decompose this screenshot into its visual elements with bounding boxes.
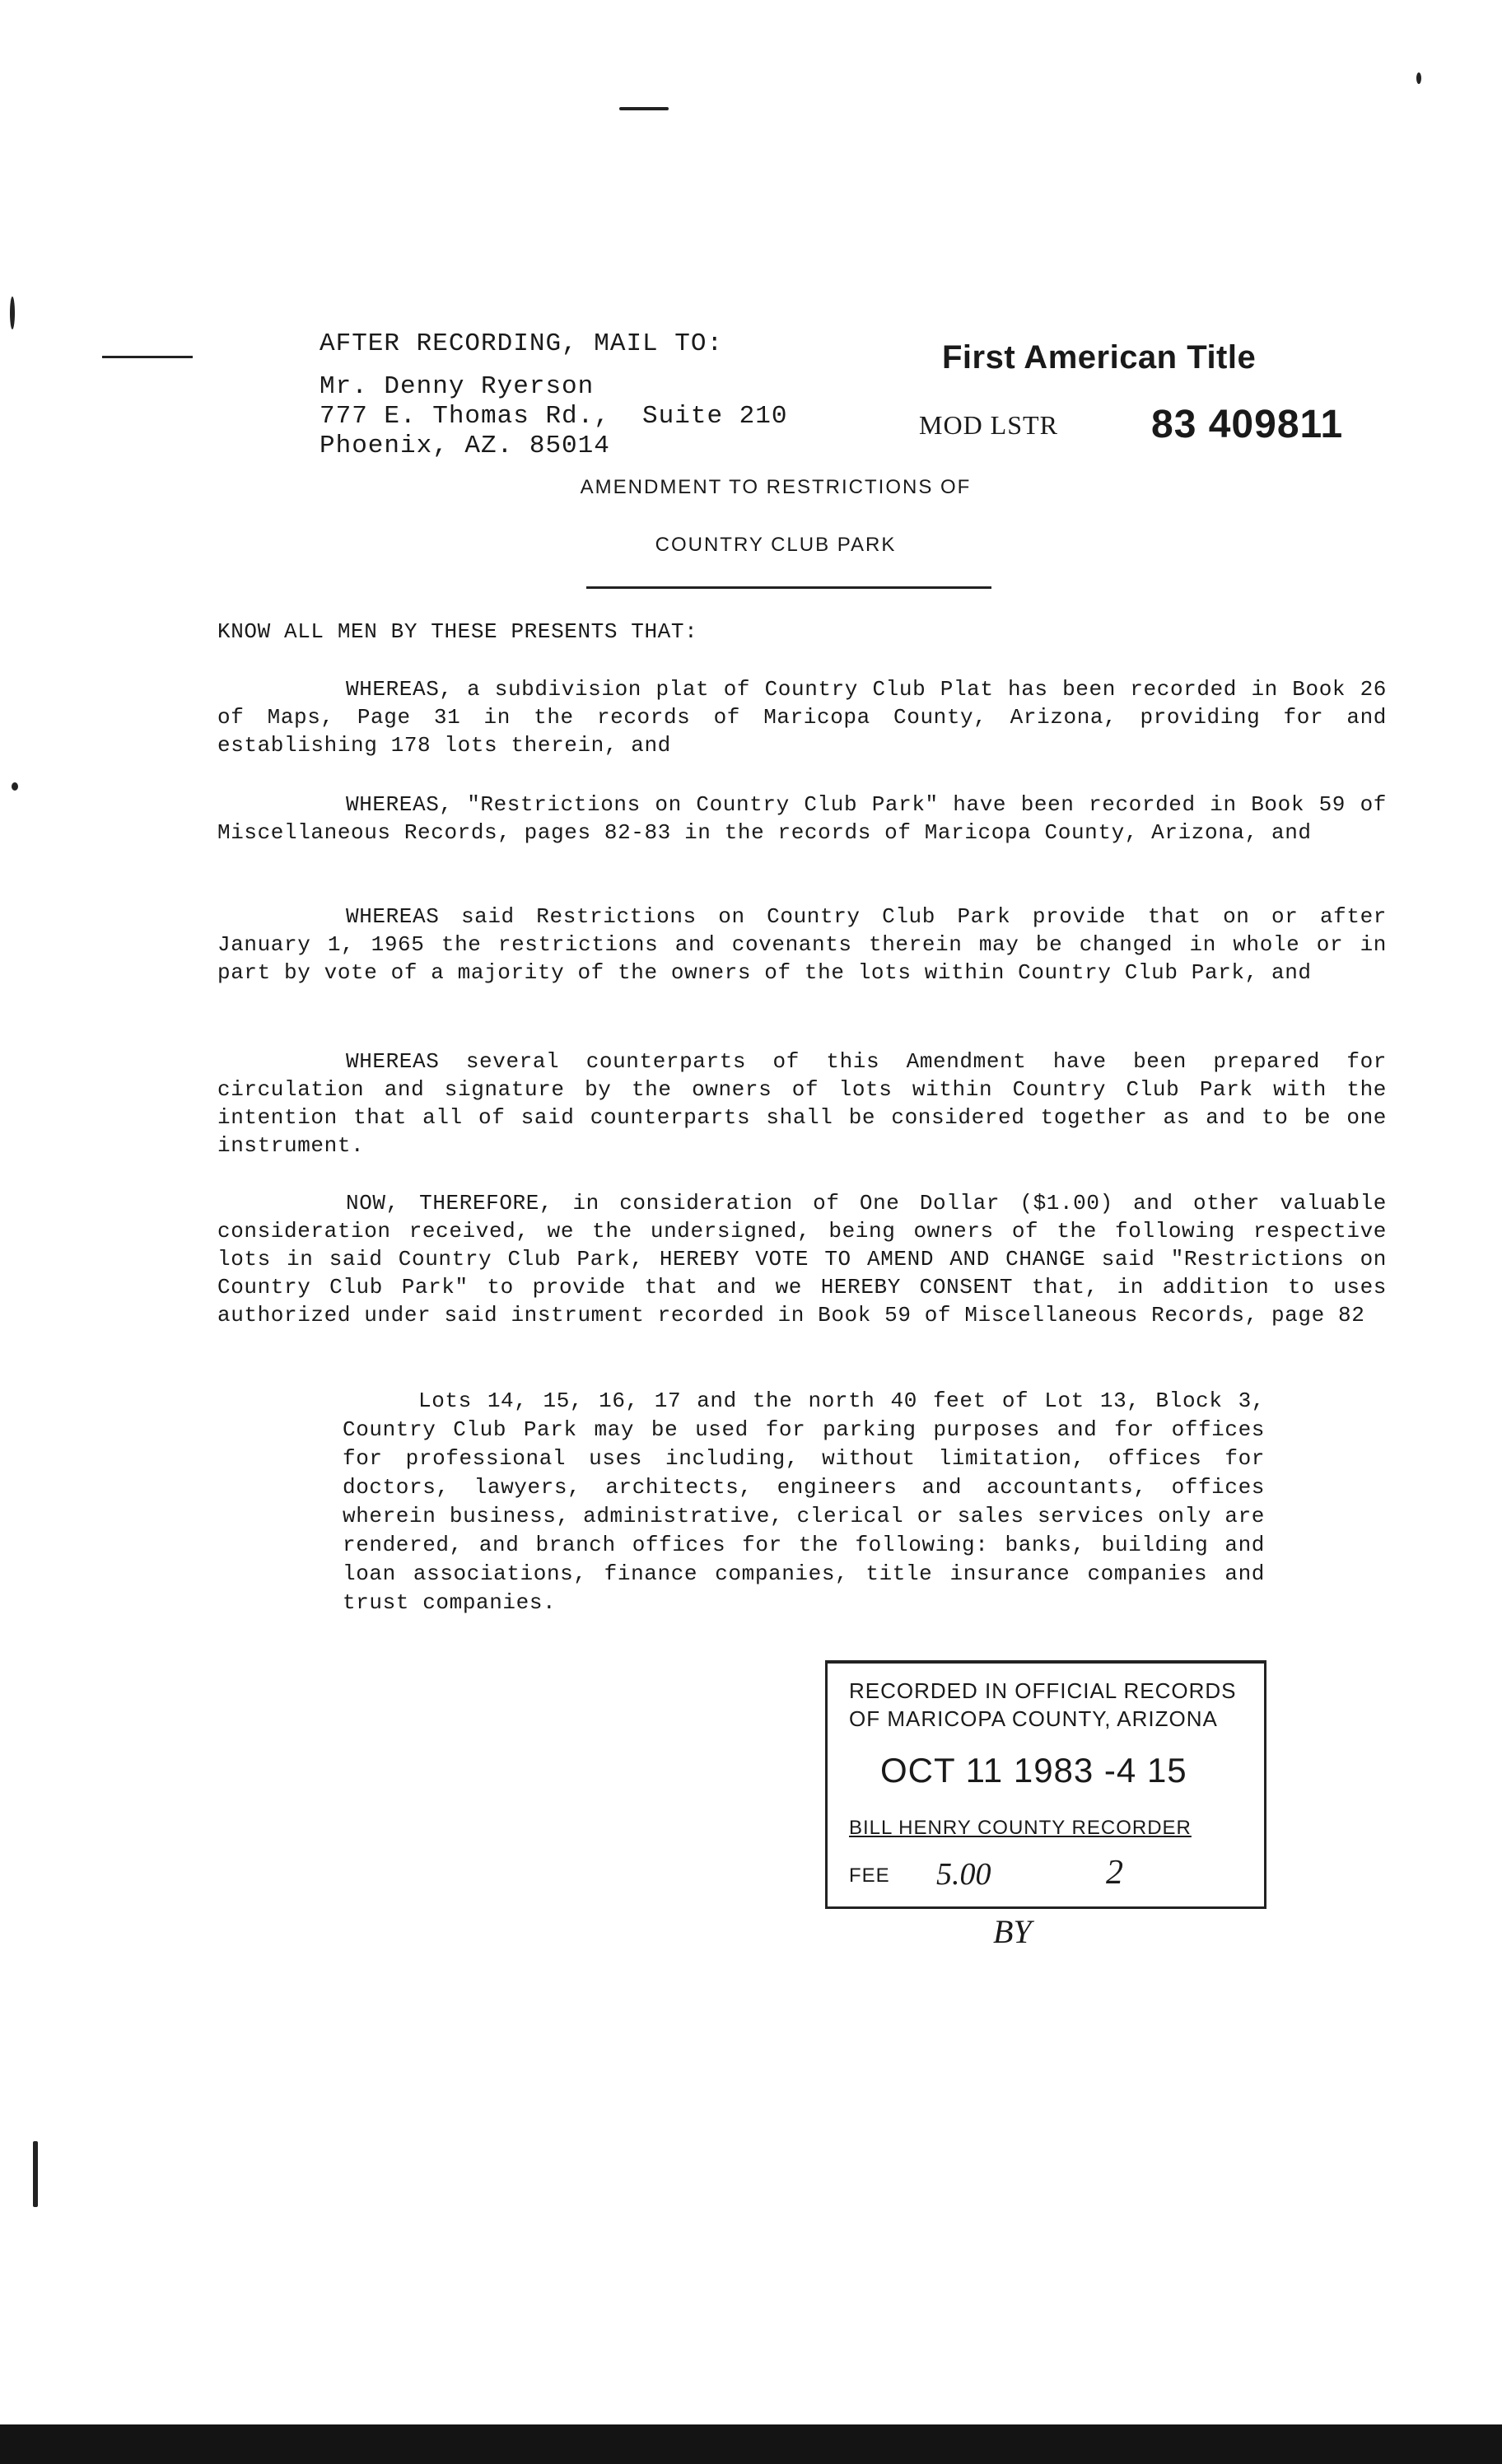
amendment-clause: [343, 1387, 1265, 1617]
recording-stamp: [825, 1660, 1266, 1909]
whereas-paragraph-2: [217, 791, 1387, 847]
stamp-fee-label: FEE: [849, 1864, 890, 1887]
bottom-scan-edge: [0, 2424, 1502, 2464]
opening-line: KNOW ALL MEN BY THESE PRESENTS THAT:: [217, 619, 698, 644]
recipient-city: Phoenix, AZ. 85014: [320, 432, 610, 460]
document-number: 83 409811: [1151, 403, 1344, 446]
whereas-paragraph-4: [217, 1048, 1387, 1160]
whereas-paragraph-3: [217, 903, 1387, 987]
recipient-name: Mr. Denny Ryerson: [320, 372, 595, 401]
left-margin-dash: [102, 356, 193, 358]
mod-mark: MOD LSTR: [919, 410, 1058, 440]
stamp-county-line: OF MARICOPA COUNTY, ARIZONA: [849, 1706, 1218, 1731]
paragraph-text: NOW, THEREFORE, in consideration of One Dollar ($1.00) and other valuable consideration received, we the undersigned, being owners of the following respective lots in said Country Club Park, HEREBY VOTE TO AMEND AND CHANGE said "Restrictions on Country Club Park" to provide that and we HEREBY CONSENT that, in addition to uses authorized under said instrument recorded in Book 59 of Miscellaneous Records, page 82: [217, 1191, 1387, 1328]
paragraph-text: WHEREAS said Restrictions on Country Club Park provide that on or after January 1, 1965 the restrictions and covenants therein may be changed in whole or in part by vote of a majority of the owners of the lots within Country Club Park, and: [217, 904, 1387, 985]
whereas-paragraph-1: [217, 675, 1387, 759]
stamp-page-handwritten: 2: [1106, 1854, 1123, 1892]
recipient-address: [320, 372, 788, 461]
mail-to-heading: AFTER RECORDING, MAIL TO:: [320, 329, 724, 358]
stamp-fee-handwritten: 5.00: [936, 1857, 991, 1892]
scan-speck: [1416, 72, 1421, 84]
scan-speck: [33, 2141, 38, 2207]
paragraph-text: WHEREAS, "Restrictions on Country Club Park" have been recorded in Book 59 of Miscellaneous Records, pages 82-83 in the records of Maricopa County, Arizona, and: [217, 792, 1387, 845]
document-subtitle: COUNTRY CLUB PARK: [655, 534, 897, 556]
stamp-recorder: BILL HENRY COUNTY RECORDER: [849, 1817, 1192, 1839]
recipient-street: 777 E. Thomas Rd., Suite 210: [320, 402, 788, 431]
paragraph-text: WHEREAS, a subdivision plat of Country Club Plat has been recorded in Book 26 of Maps, Page 31 in the records of Maricopa County, Arizona, providing for and establishing 178 lots therein, and: [217, 677, 1387, 758]
stamp-records-line: RECORDED IN OFFICIAL RECORDS: [849, 1678, 1237, 1703]
title-underline: [586, 586, 991, 589]
scan-speck: [10, 296, 15, 329]
scan-speck: [12, 782, 18, 791]
document-title: AMENDMENT TO RESTRICTIONS OF: [580, 476, 972, 498]
title-company-name: First American Title: [942, 339, 1257, 376]
paragraph-text: WHEREAS several counterparts of this Amendment have been prepared for circulation and signature by the owners of lots within Country Club Park with the intention that all of said counterparts shall be considered together as and to be one instrument.: [217, 1049, 1387, 1158]
scan-speck: [619, 107, 669, 110]
amendment-text: Lots 14, 15, 16, 17 and the north 40 feet of Lot 13, Block 3, Country Club Park may be used for parking purposes and for offices for professional uses including, without limitation, offices for doctors, lawyers, architects, engineers and accountants, offices wherein business, administrative, clerical or sales services only are rendered, and branch offices for the following: banks, building and loan associations, finance companies, title insurance companies and trust companies.: [343, 1388, 1265, 1615]
by-handwritten-mark: BY: [993, 1913, 1032, 1950]
now-therefore-paragraph: [217, 1189, 1387, 1329]
stamp-date: OCT 11 1983 -4 15: [880, 1751, 1187, 1790]
